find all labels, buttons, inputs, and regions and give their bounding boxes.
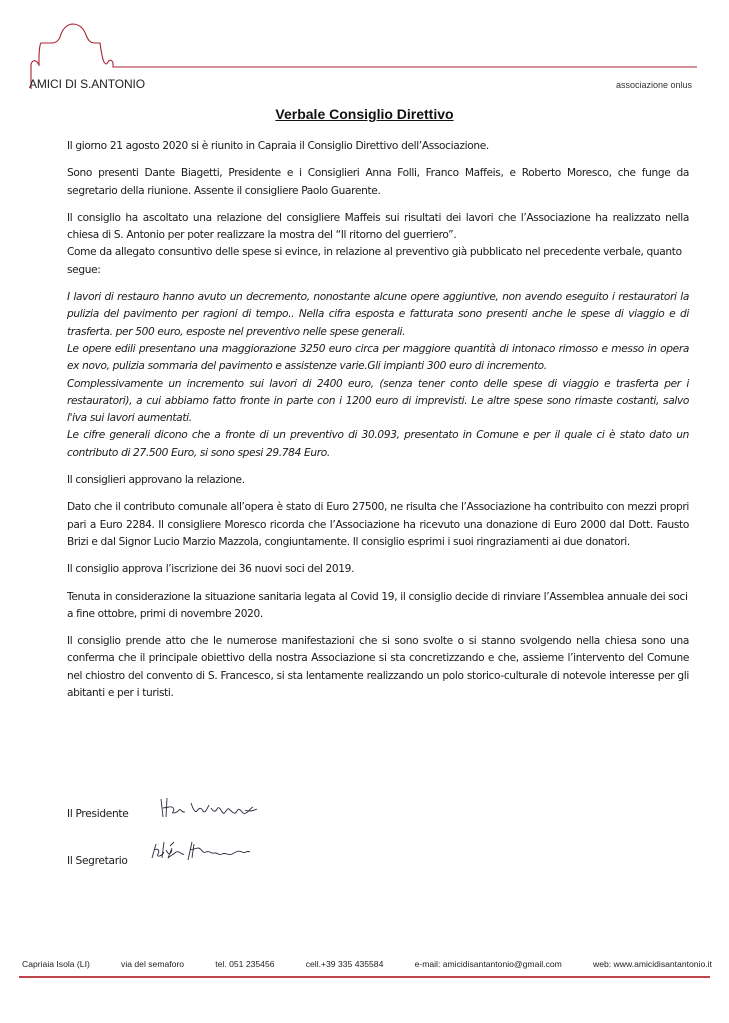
paragraph-expense-summary: Come da allegato consuntivo delle spese si evince, in relazione al preventivo già pubblicato nel precedente verbale, quanto segue: [67, 246, 682, 276]
report-building-works: Le opere edili presentano una maggiorazione 3250 euro circa per maggiore quantità di intonaco rimosso e messo in opera ex novo, pulizia sommaria del pavimento e assistenze varie.Gli impianti 300 euro di incremento. [67, 342, 689, 373]
document-title: Verbale Consiglio Direttivo [275, 106, 454, 122]
footer-contact-info [22, 959, 712, 969]
paragraph-attendees: Sono presenti Dante Biagetti, Presidente e i Consiglieri Anna Folli, Franco Maffeis, e Roberto Moresco, che funge da segretario della riunione. Assente il consigliere Paolo Guarente. [67, 167, 689, 197]
footer-email-link[interactable]: e-mail: amicidisantantonio@gmail.com [414, 959, 562, 969]
report-total-increase: Complessivamente un incremento sui lavori di 2400 euro, (senza tener conto delle spese di viaggio e trasferta per i restauratori), a cui abbiamo fatto fronte in parte con i 1200 euro di imprevisti. Le altre spese sono rimaste costanti, salvo l'iva sui lavori aumentati. [67, 377, 689, 425]
secretary-signature-label: Il Segretario [67, 855, 128, 867]
paragraph-contribution: Dato che il contributo comunale all’opera è stato di Euro 27500, ne risulta che l’Associazione ha contribuito con mezzi propri pari a Euro 2284. Il consigliere Moresco ricorda che l’Associazione ha ricevuto una donazione di Euro 2000 dal Dott. Fausto Brizi e dal Signor Lucio Marzio Mazzola, congiuntamente. Il consiglio esprimi i suoi ringraziamenti ai due donatori. [67, 501, 689, 548]
organization-name: AMICI DI S.ANTONIO [29, 77, 145, 91]
footer-website-link[interactable]: web: www.amicidisantantonio.it [593, 959, 712, 969]
secretary-signature-icon [146, 838, 261, 868]
president-signature-icon [157, 795, 267, 825]
footer-address: via del semaforo [121, 959, 185, 969]
italic-expense-report [67, 289, 689, 462]
document-body [67, 138, 689, 712]
president-signature-label: Il Presidente [67, 808, 129, 820]
paragraph-meeting-date: Il giorno 21 agosto 2020 si è riunito in Capraia il Consiglio Direttivo dell’Associazione. [67, 140, 489, 152]
paragraph-approval: Il consiglieri approvano la relazione. [67, 474, 245, 487]
footer-phone: tel. 051 235456 [215, 959, 275, 969]
report-general-figures: Le cifre generali dicono che a fronte di un preventivo di 30.093, presentato in Comune e per il quale ci è stato dato un contributo di 27.500 Euro, si sono spesi 29.784 Euro. [67, 429, 689, 459]
paragraph-cultural-hub: Il consiglio prende atto che le numerose manifestazioni che si sono svolte o si stanno svolgendo nella chiesa sono una conferma che il principale obiettivo della nostra Associazione si sta concretizzando e che, assieme l’intervento del Comune nel chiostro del convento di S. Francesco, si sta lentamente realizzando un polo storico-culturale di notevole interesse per gli abitanti e per i turisti. [67, 635, 689, 700]
footer-mobile: cell.+39 335 435584 [305, 959, 384, 969]
footer-location: Capriaia Isola (LI) [22, 959, 90, 969]
report-restoration: I lavori di restauro hanno avuto un decremento, nonostante alcune opere aggiuntive, non avendo eseguito i restauratori la pulizia del pavimento per ragioni di tempo.. Nella cifra esposta e fatturata sono presenti anche le spese di viaggio e di trasferta. per 500 euro, esposte nel preventivo nelle spese generali. [67, 291, 689, 338]
paragraph-report-intro: Il consiglio ha ascoltato una relazione del consigliere Maffeis sui risultati dei lavori che l’Associazione ha realizzato nella chiesa di S. Antonio per poter realizzare la mostra del “Il ritorno del guerriero”. [67, 211, 689, 242]
footer-divider [19, 976, 710, 978]
paragraph-assembly-postponed: Tenuta in considerazione la situazione sanitaria legata al Covid 19, il consiglio decide di rinviare l’Assemblea annuale dei soci a fine ottobre, primi di novembre 2020. [67, 590, 688, 620]
organization-tagline: associazione onlus [615, 80, 692, 90]
paragraph-new-members: Il consiglio approva l’iscrizione dei 36 nuovi soci del 2019. [67, 563, 355, 576]
